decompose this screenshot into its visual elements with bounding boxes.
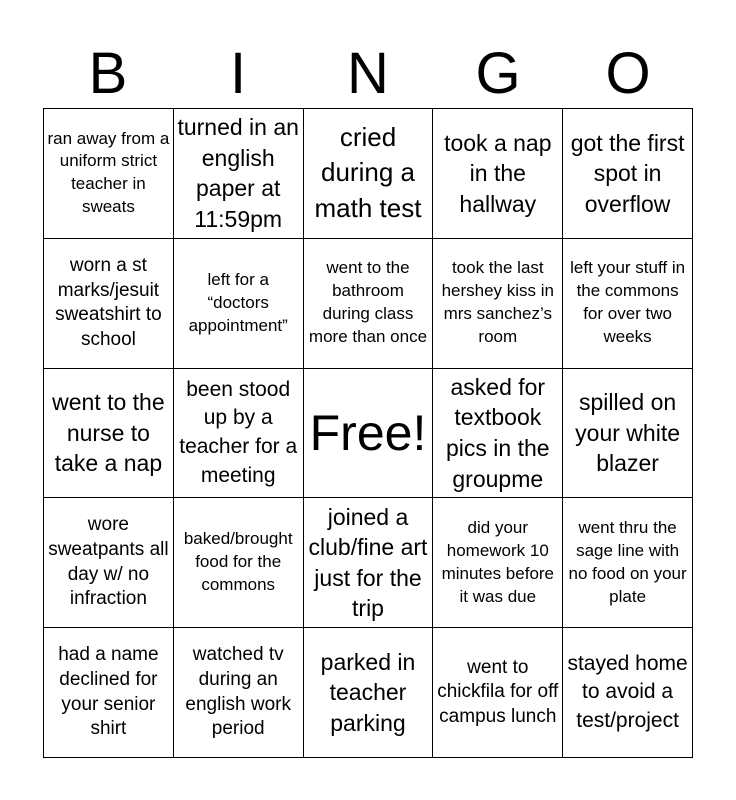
bingo-cell-r2-c2[interactable]	[174, 239, 304, 369]
cell-text: took the last hershey kiss in mrs sanchez’s room	[441, 258, 554, 347]
cell-text: asked for textbook pics in the groupme	[446, 373, 550, 492]
cell-text: did your homework 10 minutes before it was due	[441, 517, 555, 606]
free-space-text: Free!	[309, 404, 427, 461]
cell-text: stayed home to avoid a test/project	[567, 651, 688, 732]
bingo-cell-r2-c4[interactable]	[433, 239, 563, 369]
cell-text: spilled on your white blazer	[575, 389, 680, 477]
bingo-cell-r3-c4[interactable]	[433, 369, 563, 499]
cell-text: parked in teacher parking	[320, 648, 416, 736]
bingo-cell-r1-c3[interactable]	[304, 109, 434, 239]
header-letter-o: O	[605, 41, 651, 106]
header-letter-g: G	[475, 41, 521, 106]
bingo-cell-r2-c3[interactable]	[304, 239, 434, 369]
bingo-cell-r5-c1[interactable]	[44, 628, 174, 758]
bingo-cell-r4-c2[interactable]	[174, 498, 304, 628]
bingo-cell-r5-c4[interactable]	[433, 628, 563, 758]
cell-text: ran away from a uniform strict teacher in sweats	[47, 128, 170, 217]
cell-text: wore sweatpants all day w/ no infraction	[48, 514, 169, 610]
bingo-cell-r4-c3[interactable]	[304, 498, 434, 628]
bingo-header	[43, 40, 693, 108]
cell-text: cried during a math test	[314, 121, 422, 224]
bingo-cell-r5-c3[interactable]	[304, 628, 434, 758]
cell-text: joined a club/fine art just for the trip	[308, 503, 428, 622]
bingo-cell-r4-c4[interactable]	[433, 498, 563, 628]
bingo-cell-r3-c5[interactable]	[563, 369, 693, 499]
bingo-cell-r1-c5[interactable]	[563, 109, 693, 239]
cell-text: worn a st marks/jesuit sweatshirt to school	[55, 254, 162, 350]
bingo-cell-r3-c2[interactable]	[174, 369, 304, 499]
cell-text: left your stuff in the commons for over two weeks	[570, 258, 686, 347]
bingo-cell-r1-c2[interactable]	[174, 109, 304, 239]
cell-text: baked/brought food for the commons	[183, 529, 293, 595]
cell-text: got the first spot in overflow	[570, 129, 685, 217]
bingo-cell-r2-c1[interactable]	[44, 239, 174, 369]
bingo-cell-r5-c2[interactable]	[174, 628, 304, 758]
cell-text: went thru the sage line with no food on your plate	[568, 517, 687, 606]
header-letter-n: N	[347, 41, 389, 106]
bingo-cell-r3-c1[interactable]	[44, 369, 174, 499]
bingo-cell-r1-c4[interactable]	[433, 109, 563, 239]
cell-text: went to the bathroom during class more than once	[308, 258, 428, 347]
cell-text: watched tv during an english work period	[185, 644, 291, 740]
bingo-cell-r1-c1[interactable]	[44, 109, 174, 239]
bingo-cell-r4-c5[interactable]	[563, 498, 693, 628]
cell-text: went to the nurse to take a nap	[52, 389, 165, 477]
bingo-cell-r5-c5[interactable]	[563, 628, 693, 758]
cell-text: took a nap in the hallway	[444, 129, 552, 217]
header-letter-b: B	[88, 41, 128, 106]
cell-text: been stood up by a teacher for a meeting	[179, 377, 298, 487]
bingo-cell-r4-c1[interactable]	[44, 498, 174, 628]
bingo-cell-free-space[interactable]	[304, 369, 434, 499]
header-letter-i: I	[229, 41, 247, 106]
cell-text: went to chickfila for off campus lunch	[437, 656, 559, 727]
bingo-cell-r2-c5[interactable]	[563, 239, 693, 369]
cell-text: left for a “doctors appointment”	[188, 269, 288, 335]
cell-text: turned in an english paper at 11:59pm	[177, 114, 299, 232]
cell-text: had a name declined for your senior shirt	[58, 644, 159, 740]
bingo-board	[43, 108, 693, 758]
